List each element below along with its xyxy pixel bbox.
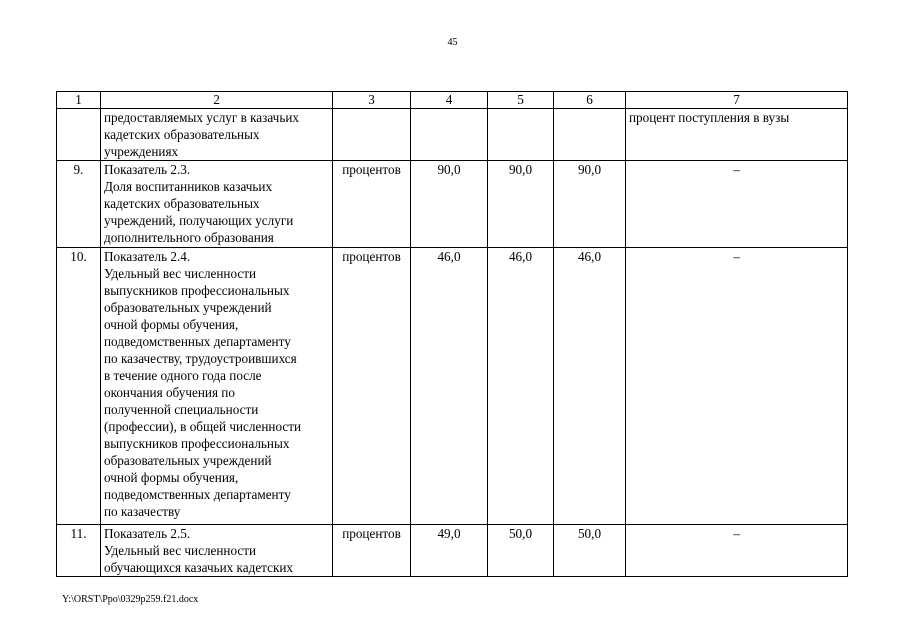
description-line: учреждений, получающих услуги xyxy=(104,213,294,228)
value-cell: 50,0 xyxy=(554,525,626,577)
value-cell: 46,0 xyxy=(554,248,626,525)
description-line: кадетских образовательных xyxy=(104,196,260,211)
description-line: выпускников профессиональных xyxy=(104,283,290,298)
table-header-row xyxy=(57,92,848,109)
description-line: окончания обучения по xyxy=(104,385,235,400)
row-number: 10. xyxy=(57,248,101,525)
value-cell: 90,0 xyxy=(488,161,554,248)
note-cell: – xyxy=(626,248,848,525)
page-number: 45 xyxy=(447,37,458,48)
column-header: 1 xyxy=(57,92,101,109)
unit-cell xyxy=(333,109,411,161)
description-line: подведомственных департаменту xyxy=(104,334,291,349)
description-line: Удельный вес численности xyxy=(104,543,257,558)
description-line: Показатель 2.4. xyxy=(104,249,191,264)
indicator-description xyxy=(101,525,333,577)
indicators-table xyxy=(56,91,848,577)
value-cell: 90,0 xyxy=(554,161,626,248)
column-header: 7 xyxy=(626,92,848,109)
description-line: полученной специальности xyxy=(104,402,259,417)
indicator-description xyxy=(101,109,333,161)
column-header: 4 xyxy=(411,92,488,109)
description-line: кадетских образовательных xyxy=(104,127,260,142)
table-row xyxy=(57,161,848,248)
row-number xyxy=(57,109,101,161)
column-header: 2 xyxy=(101,92,333,109)
description-line: в течение одного года после xyxy=(104,368,262,383)
file-path: Y:\ORST\Ppo\0329p259.f21.docx xyxy=(62,594,199,605)
description-line: (профессии), в общей численности xyxy=(104,419,302,434)
description-line: Показатель 2.3. xyxy=(104,162,191,177)
description-line: по казачеству xyxy=(104,504,181,519)
row-number: 11. xyxy=(57,525,101,577)
note-cell: процент поступления в вузы xyxy=(626,109,848,161)
description-line: обучающихся казачьих кадетских xyxy=(104,560,294,575)
description-line: дополнительного образования xyxy=(104,230,274,245)
description-line: Показатель 2.5. xyxy=(104,526,191,541)
column-header: 3 xyxy=(333,92,411,109)
column-header: 5 xyxy=(488,92,554,109)
description-line: очной формы обучения, xyxy=(104,317,239,332)
description-line: учреждениях xyxy=(104,144,179,159)
value-cell xyxy=(488,109,554,161)
note-cell: – xyxy=(626,525,848,577)
value-cell xyxy=(411,109,488,161)
description-line: образовательных учреждений xyxy=(104,453,272,468)
description-line: предоставляемых услуг в казачьих xyxy=(104,110,299,125)
value-cell: 46,0 xyxy=(488,248,554,525)
description-line: подведомственных департаменту xyxy=(104,487,291,502)
description-line: Доля воспитанников казачьих xyxy=(104,179,273,194)
indicator-description xyxy=(101,248,333,525)
value-cell xyxy=(554,109,626,161)
unit-cell: процентов xyxy=(333,161,411,248)
description-line: очной формы обучения, xyxy=(104,470,239,485)
table-row xyxy=(57,525,848,577)
row-number: 9. xyxy=(57,161,101,248)
value-cell: 50,0 xyxy=(488,525,554,577)
value-cell: 90,0 xyxy=(411,161,488,248)
description-line: по казачеству, трудоустроившихся xyxy=(104,351,297,366)
indicator-description xyxy=(101,161,333,248)
column-header: 6 xyxy=(554,92,626,109)
table-row xyxy=(57,248,848,525)
value-cell: 49,0 xyxy=(411,525,488,577)
description-line: выпускников профессиональных xyxy=(104,436,290,451)
unit-cell: процентов xyxy=(333,525,411,577)
value-cell: 46,0 xyxy=(411,248,488,525)
description-line: Удельный вес численности xyxy=(104,266,257,281)
unit-cell: процентов xyxy=(333,248,411,525)
description-line: образовательных учреждений xyxy=(104,300,272,315)
note-cell: – xyxy=(626,161,848,248)
table-row xyxy=(57,109,848,161)
